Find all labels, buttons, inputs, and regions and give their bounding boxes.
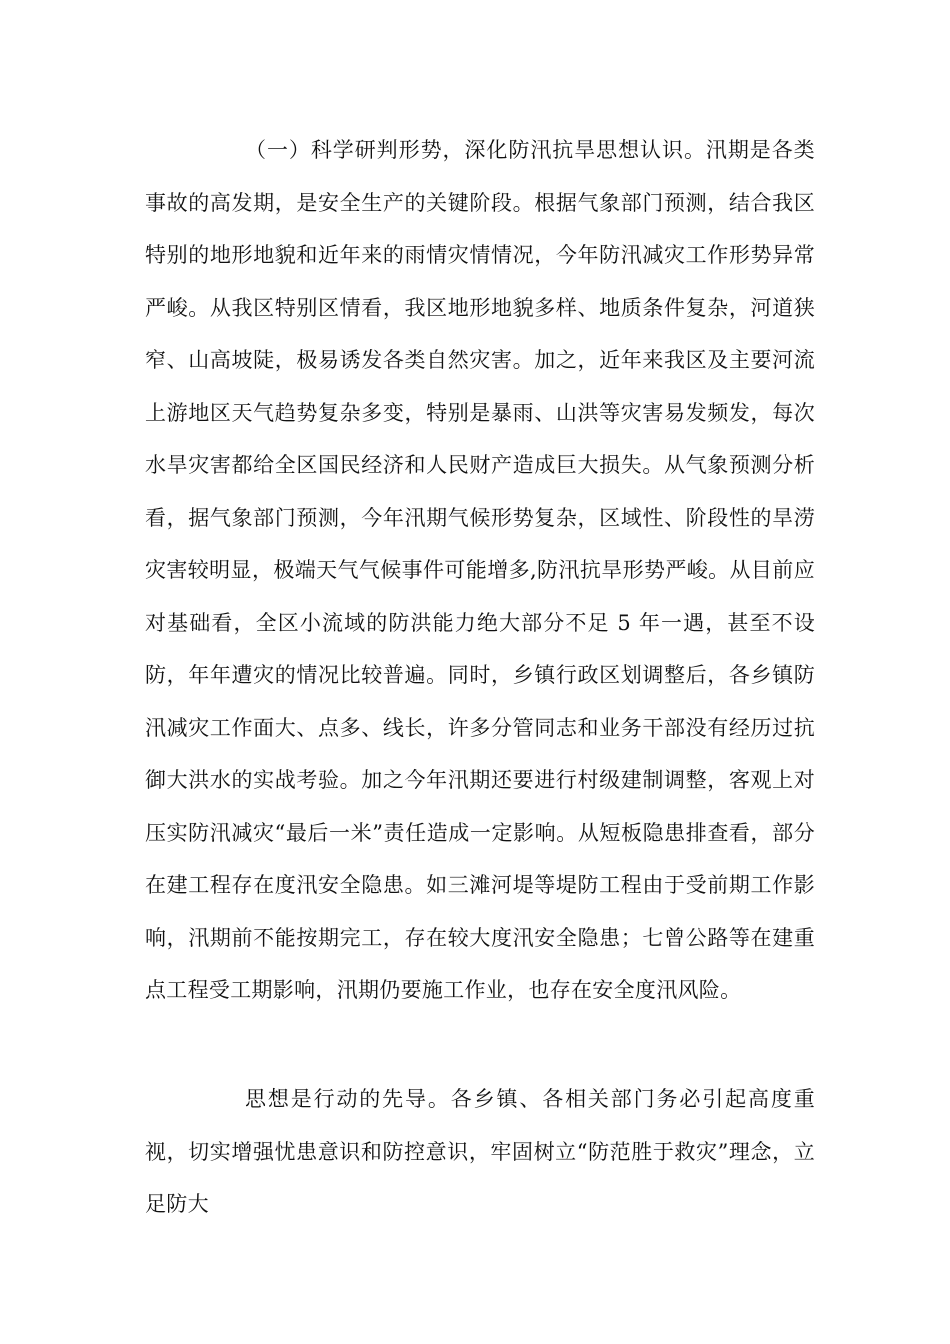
paragraph-thinking-guide: 思想是行动的先导。各乡镇、各相关部门务必引起高度重视，切实增强忧患意识和防控意识，牢固树立“防范胜于救灾”理念，立足防大 — [145, 1087, 815, 1216]
paragraph-situation-analysis: （一）科学研判形势，深化防汛抗旱思想认识。汛期是各类事故的高发期，是安全生产的关键阶段。根据气象部门预测，结合我区特别的地形地貌和近年来的雨情灾情情况，今年防汛减灾工作形势异常严峻。从我区特别区情看，我区地形地貌多样、地质条件复杂，河道狭窄、山高坡陡，极易诱发各类自然灾害。加之，近年来我区及主要河流上游地区天气趋势复杂多变，特别是暴雨、山洪等灾害易发频发，每次水旱灾害都给全区国民经济和人民财产造成巨大损失。从气象预测分析看，据气象部门预测，今年汛期气候形势复杂，区域性、阶段性的旱涝灾害较明显，极端天气气候事件可能增多,防汛抗旱形势严峻。从目前应对基础看，全区小流域的防洪能力绝大部分不足 5 年一遇，甚至不设防，年年遭灾的情况比较普遍。同时，乡镇行政区划调整后，各乡镇防汛减灾工作面大、点多、线长，许多分管同志和业务干部没有经历过抗御大洪水的实战考验。加之今年汛期还要进行村级建制调整，客观上对压实防汛减灾“最后一米”责任造成一定影响。从短板隐患排查看，部分在建工程存在度汛安全隐患。如三滩河堤等堤防工程由于受前期工作影响，汛期前不能按期完工，存在较大度汛安全隐患；七曾公路等在建重点工程受工期影响，汛期仍要施工作业，也存在安全度汛风险。 — [145, 138, 815, 1002]
